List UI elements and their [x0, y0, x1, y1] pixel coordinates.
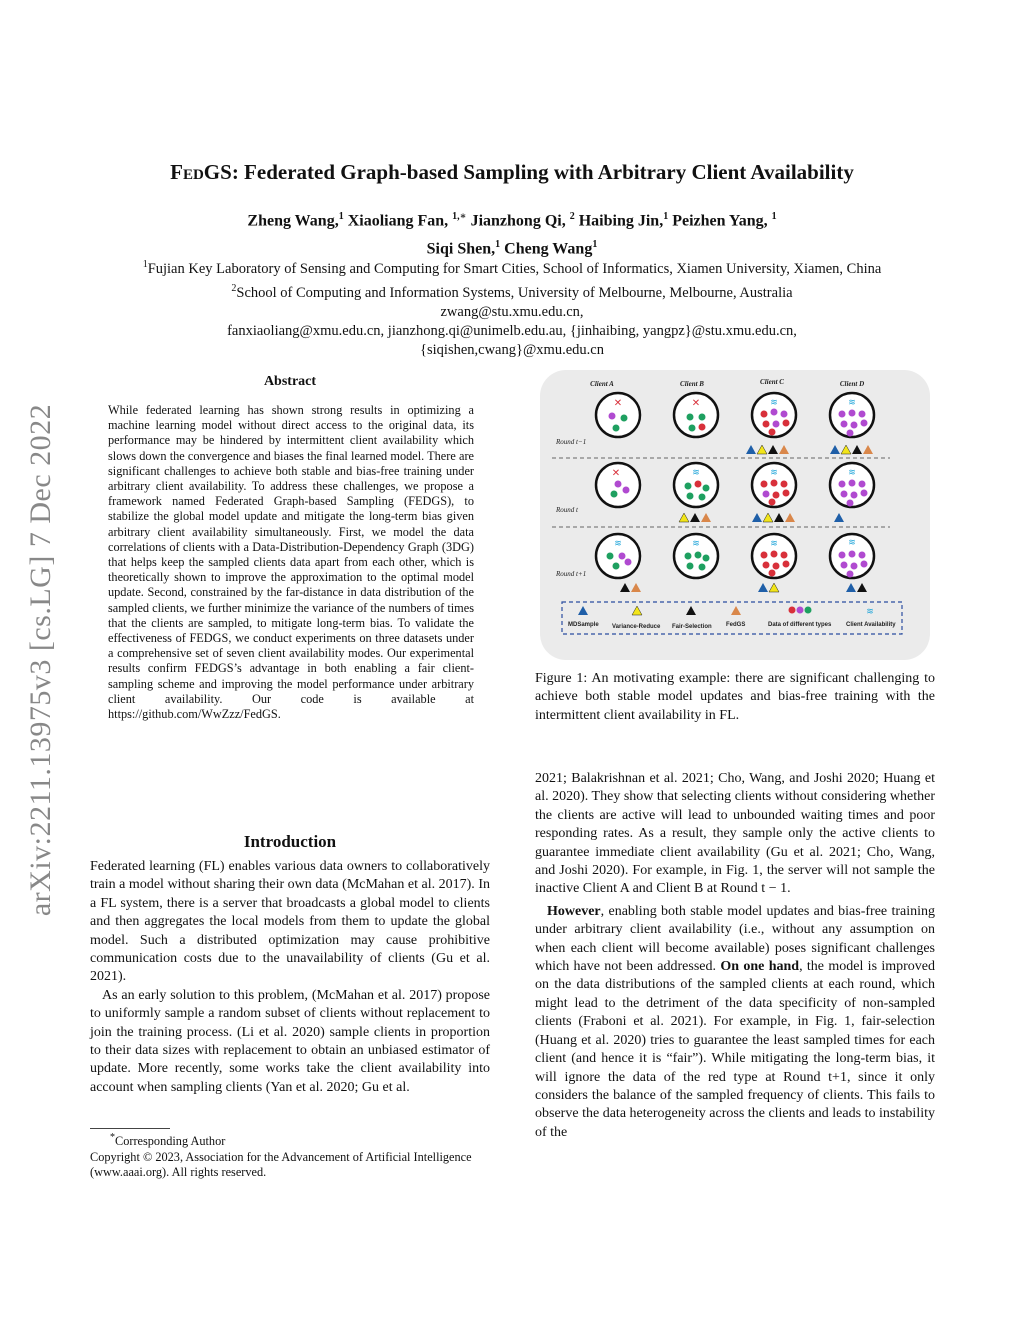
arxiv-stamp — [6, 360, 76, 960]
bold-lead: However — [547, 903, 601, 919]
selection-markers — [620, 583, 867, 592]
footnote-text: Corresponding Author — [115, 1134, 226, 1149]
client-node — [674, 463, 718, 507]
svg-text:✕: ✕ — [611, 468, 621, 479]
svg-text:≋: ≋ — [848, 467, 856, 477]
introduction-heading: Introduction — [243, 832, 337, 851]
legend-marker-mdsample — [578, 606, 588, 615]
client-node — [596, 463, 640, 507]
email-line: {siqishen,cwang}@xmu.edu.cn — [420, 341, 604, 358]
selection-markers — [679, 513, 844, 522]
client-node — [674, 393, 718, 437]
round-label: Round t+1 — [556, 570, 587, 578]
author: Siqi Shen, — [426, 240, 496, 258]
selection-markers — [746, 445, 873, 454]
email-line: fanxiaoliang@xmu.edu.cn, jianzhong.qi@unimelb.edu.au, {jinhaibing, yangpz}@stu.xmu.edu.cn, — [227, 322, 797, 339]
author: Cheng Wang — [504, 240, 593, 258]
svg-text:≋: ≋ — [614, 538, 622, 548]
email-line: zwang@stu.xmu.edu.cn, — [440, 303, 584, 320]
paragraph-text: , enabling both stable model updates and bias-free training under arbitrary client availability (i.e., without any assumption on when each client will become available) poses significant challenges which have not been addressed. — [535, 903, 935, 975]
svg-text:✕: ✕ — [613, 398, 623, 409]
affiliation-2 — [80, 279, 944, 303]
paragraph — [535, 903, 935, 1142]
paper-title — [80, 160, 944, 185]
svg-text:✕: ✕ — [691, 398, 701, 409]
svg-text:≋: ≋ — [770, 467, 778, 477]
round-label: Round t−1 — [556, 438, 587, 446]
legend — [568, 606, 896, 630]
client-node — [830, 463, 874, 507]
aff-sup: 2 — [231, 282, 237, 294]
legend-label: FedGS — [726, 622, 746, 628]
legend-dot — [805, 607, 812, 614]
client-node — [752, 463, 796, 507]
aff-text: Fujian Key Laboratory of Sensing and Computing for Smart Cities, School of Informatics, Xiamen University, Xiamen, China — [147, 260, 882, 277]
client-node — [752, 393, 796, 437]
title-rest: : Federated Graph-based Sampling with Arbitrary Client Availability — [231, 160, 854, 184]
aff-sup: 1 — [142, 259, 148, 270]
client-node — [830, 534, 874, 578]
svg-text:≋: ≋ — [848, 397, 856, 407]
author-sup: 1 — [663, 211, 669, 222]
affiliation-1 — [80, 255, 944, 279]
arxiv-stamp-text: arXiv:2211.13975v3 [cs.LG] 7 Dec 2022 — [24, 403, 57, 917]
legend-label: MDSample — [568, 622, 599, 628]
paragraph: As an early solution to this problem, (McMahan et al. 2017) propose to uniformly sample a random subset of clients without replacement to join the training process. (Li et al. 2020) sample clients in proportion to their data sizes with replacement to obtain an unbiased estimator of update. More recently, some works take the client availability into account when sampling clients (Yan et al. 2020; Gu et al. — [90, 987, 490, 1095]
legend-marker-variance — [632, 606, 642, 615]
author-sup: 1 — [771, 211, 777, 222]
client-node — [752, 534, 796, 578]
svg-text:≋: ≋ — [848, 537, 856, 547]
footnote-sup: * — [110, 1132, 115, 1143]
svg-text:≋: ≋ — [692, 538, 700, 548]
title-smallcaps: FedGS — [170, 160, 232, 184]
round-label: Round t — [556, 506, 578, 514]
client-label: Client C — [760, 378, 784, 386]
legend-label: Data of different types — [768, 622, 832, 628]
footnote-corresponding — [90, 1130, 490, 1150]
abstract-heading: Abstract — [263, 374, 317, 389]
right-column-body — [535, 770, 935, 1142]
svg-text:≋: ≋ — [692, 467, 700, 477]
client-node — [830, 393, 874, 437]
paragraph: Federated learning (FL) enables various data owners to collaboratively train a model without sharing their own data (McMahan et al. 2017). In a FL system, there is a server that broadcasts a global model to clients and then aggregates the local models from them to update the global model. Such a distributed optimization may cause prohibitive communication costs due to the unavailability of clients (Gu et al. 2021). — [90, 859, 490, 985]
svg-text:≋: ≋ — [770, 538, 778, 548]
author-sup: 2 — [569, 211, 575, 222]
footnote — [90, 1130, 490, 1181]
copyright: Copyright © 2023, Association for the Advancement of Artificial Intelligence (www.aaai.org). All rights reserved. — [90, 1149, 472, 1180]
introduction-body — [90, 858, 490, 1097]
author-sup: 1 — [495, 239, 501, 251]
author: Haibing Jin, — [578, 212, 664, 230]
author: Xiaoliang Fan, — [347, 212, 449, 230]
legend-marker-fair — [686, 606, 696, 615]
client-node — [596, 393, 640, 437]
legend-label: Variance-Reduce — [612, 624, 661, 630]
bold-lead: On one hand — [720, 959, 800, 975]
legend-label: Fair-Selection — [672, 624, 712, 630]
authors — [80, 205, 944, 262]
client-label: Client B — [680, 380, 704, 388]
figure-1 — [540, 370, 930, 660]
author-sup: 1 — [592, 239, 598, 251]
aff-text: School of Computing and Information Systems, University of Melbourne, Melbourne, Australia — [236, 284, 793, 301]
wifi-icon: ≋ — [866, 606, 874, 616]
legend-dot — [789, 607, 796, 614]
client-node — [674, 534, 718, 578]
affiliations — [80, 255, 944, 360]
client-node — [596, 534, 640, 578]
svg-text:≋: ≋ — [770, 397, 778, 407]
author-sup: 1,∗ — [452, 211, 467, 222]
footnote-rule — [90, 1128, 170, 1129]
paragraph-text: , the model is improved on the data distributions of the sampled clients at each round, which might lead to the detriment of the data specificity of non-sampled clients (Fraboni et al. 2021). For example, in Fig. 1, fair-selection (Huang et al. 2020) tries to guarantee the least sampled times for each client (and hence it is “fair”). While mitigating the long-term bias, it will ignore the data of the red type at Round t+1, since it only considers the balance of the sampled frequency of clients. This fails to observe the data heterogeneity across the clients and leads to instability of the — [535, 959, 936, 1140]
figure-caption: Figure 1: An motivating example: there are significant challenging to achieve both stable model updates and bias-free training with the intermittent client availability in FL. — [535, 671, 935, 723]
author-sup: 1 — [338, 211, 344, 222]
legend-dot — [797, 607, 804, 614]
figure-1-graphic — [540, 370, 930, 660]
client-label: Client D — [839, 380, 865, 388]
authors-line-1 — [80, 205, 944, 233]
legend-label: Client Availability — [846, 622, 896, 628]
author: Jianzhong Qi, — [470, 212, 566, 230]
author: Zheng Wang, — [247, 212, 339, 230]
client-label: Client A — [590, 380, 614, 388]
abstract-body: While federated learning has shown strong results in optimizing a machine learning model without direct access to the original data, its performance may be hindered by intermittent client availability which slows down the convergence and biases the final learned model. There are significant challenges to achieve both stable and bias-free training under arbitrary client availability. To address these challenges, we propose a framework named Federated Graph-based Sampling (FEDGS), to stabilize the global model update and mitigate the long-term bias given arbitrary client availability simultaneously. First, we model the data correlations of clients with a Data-Distribution-Dependency Graph (3DG) that helps keep the sampled clients data apart from each other, which is theoretically shown to improve the approximation to the optimal model update. Second, constrained by the far-distance in data distribution of the sampled clients, we further minimize the variance of the numbers of times that the clients are sampled, to mitigate long-term bias. To validate the effectiveness of FEDGS, we conduct experiments on three datasets under a comprehensive set of seven client availability modes. Our experimental results confirm FEDGS’s advantage in both enabling a fair client-sampling scheme and improving the model performance under arbitrary client availability. Our code is available at https://github.com/WwZzz/FedGS. — [108, 403, 474, 722]
author: Peizhen Yang, — [672, 212, 768, 230]
legend-marker-fedgs — [731, 606, 741, 615]
paragraph: 2021; Balakrishnan et al. 2021; Cho, Wang, and Joshi 2020; Huang et al. 2020). They show that selecting clients without considering whether the clients are active will lead to unbounded waiting times and poor responding rates. As a result, they sample only the active clients to guarantee immediate client availability (Gu et al. 2021; Cho, Wang, and Joshi 2020). For example, in Fig. 1, the server will not sample the inactive Client A and Client B at Round t − 1. — [535, 771, 935, 897]
